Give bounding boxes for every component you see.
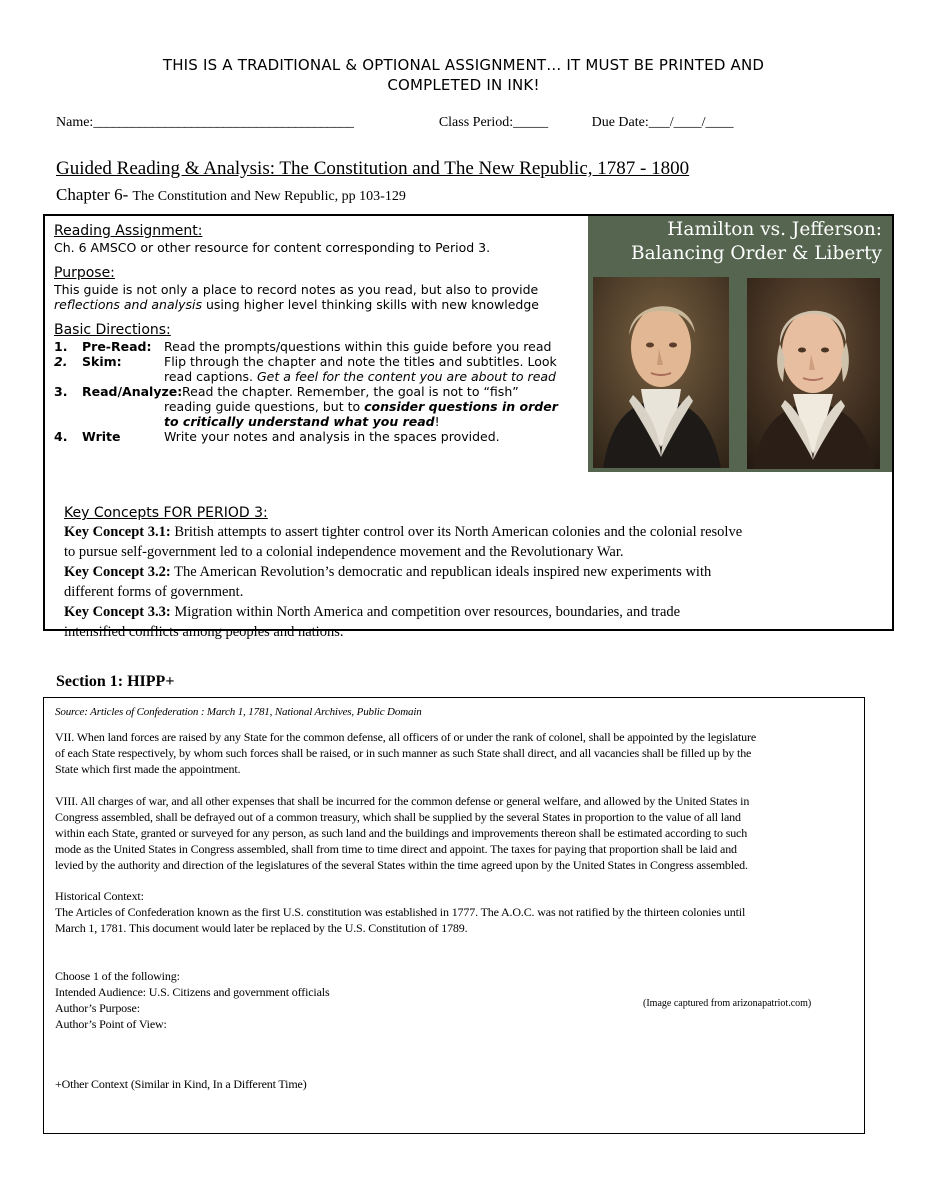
- direction-continuation-bold: consider questions in order: [364, 399, 558, 414]
- historical-context: [55, 888, 861, 936]
- key-concept-item: [64, 562, 894, 602]
- direction-continuation-end: !: [434, 414, 440, 429]
- key-concept-text: different forms of government.: [64, 584, 244, 600]
- direction-text: Flip through the chapter and note the titles and subtitles. Look: [164, 354, 557, 369]
- image-title-line-1: Hamilton vs. Jefferson:: [667, 219, 882, 240]
- key-concept-item: [64, 522, 894, 562]
- hipp-content: [55, 704, 861, 1092]
- due-date-field[interactable]: Due Date:___/____/____: [591, 115, 734, 130]
- article-eight: [55, 793, 861, 873]
- direction-continuation-text: read captions.: [164, 369, 257, 384]
- banner-line-1: THIS IS A TRADITIONAL & OPTIONAL ASSIGNMENT… IT MUST BE PRINTED AND: [162, 56, 765, 74]
- choose-instruction: Choose 1 of the following:: [55, 969, 180, 983]
- article-line: mode as the United States in Congress assembled, shall from time to time direct and appoint. The taxes for paying that proportion shall be laid and: [55, 842, 737, 856]
- key-concept-text: British attempts to assert tighter control over its North American colonies and the colonial resolve: [170, 524, 743, 540]
- key-concept-label: Key Concept 3.1:: [64, 524, 171, 540]
- chapter-label: Chapter 6-: [56, 185, 129, 204]
- purpose-line-2-rest: using higher level thinking skills with new knowledge: [202, 297, 539, 312]
- direction-continuation-text: reading guide questions, but to: [164, 399, 365, 414]
- hamilton-portrait: [593, 277, 729, 468]
- article-line: of each State respectively, by whom such forces shall be raised, or in such manner as such State shall direct, and all vacancies shall be filled up by the: [55, 746, 752, 760]
- direction-text: Read the prompts/questions within this guide before you read: [164, 339, 552, 354]
- key-concepts: [64, 504, 894, 642]
- direction-number: 3.: [54, 384, 68, 399]
- student-info-row: [56, 115, 876, 131]
- chapter-line: [56, 185, 406, 205]
- reading-heading: Reading Assignment:: [54, 223, 203, 239]
- section-title: Section 1: HIPP+: [56, 673, 175, 690]
- other-context[interactable]: +Other Context (Similar in Kind, In a Different Time): [55, 1077, 307, 1091]
- key-concepts-heading: Key Concepts FOR PERIOD 3:: [64, 505, 268, 521]
- direction-text: Write your notes and analysis in the spaces provided.: [164, 429, 500, 444]
- image-title-line-2: Balancing Order & Liberty: [631, 243, 882, 264]
- article-line: Congress assembled, shall be defrayed out of a common treasury, which shall be supplied by the several States in proportion to the value of all land: [55, 810, 741, 824]
- directions-heading: Basic Directions:: [54, 322, 171, 338]
- key-concept-label: Key Concept 3.2:: [64, 564, 171, 580]
- direction-number: 4.: [54, 429, 68, 444]
- context-line: The Articles of Confederation known as the first U.S. constitution was established in 1777. The A.O.C. was not ratified by the thirteen colonies until: [55, 905, 746, 919]
- direction-continuation-bold: to critically understand what you read: [164, 414, 435, 429]
- class-period-field[interactable]: Class Period:_____: [438, 115, 549, 130]
- image-credit: (Image captured from arizonapatriot.com): [643, 998, 812, 1009]
- source-citation: Source: Articles of Confederation : March 1, 1781, National Archives, Public Domain: [55, 706, 422, 718]
- hamilton-portrait-icon: [593, 277, 729, 468]
- hipp-box: [43, 697, 865, 1134]
- direction-continuation-italic: Get a feel for the content you are about to read: [257, 369, 556, 384]
- direction-label: Pre-Read:: [82, 339, 152, 354]
- article-line: levied by the authority and direction of the legislatures of the several States within the time agreed upon by the United States in Congress assembled.: [55, 858, 748, 872]
- direction-number: 2.: [54, 354, 68, 369]
- jefferson-portrait: [747, 278, 880, 469]
- name-label: Name:: [56, 115, 94, 130]
- key-concept-label: Key Concept 3.3:: [64, 604, 171, 620]
- guide-title: Guided Reading & Analysis: The Constitution and The New Republic, 1787 - 1800: [56, 158, 690, 179]
- article-line: State which first made the appointment.: [55, 762, 241, 776]
- key-concept-text: intensified conflicts among peoples and nations.: [64, 624, 344, 640]
- assignment-banner: [0, 55, 927, 95]
- purpose-line-1: This guide is not only a place to record notes as you read, but also to provide: [54, 282, 539, 297]
- direction-text: Read the chapter. Remember, the goal is not to “fish”: [182, 384, 519, 399]
- key-concept-text: Migration within North America and competition over resources, boundaries, and trade: [170, 604, 681, 620]
- chapter-subtitle: The Constitution and New Republic, pp 103-129: [132, 189, 406, 204]
- article-line: within each State, granted or surveyed for any person, as such land and the buildings and improvements thereon shall be estimated according to such: [55, 826, 748, 840]
- article-line: VIII. All charges of war, and all other expenses that shall be incurred for the common defense or general welfare, and allowed by the United States in: [55, 794, 750, 808]
- direction-label: Skim:: [82, 354, 122, 369]
- jefferson-portrait-icon: [747, 278, 880, 469]
- authors-point-of-view[interactable]: Author’s Point of View:: [55, 1017, 167, 1031]
- key-concept-text: The American Revolution’s democratic and republican ideals inspired new experiments with: [170, 564, 712, 580]
- key-concept-text: to pursue self-government led to a colonial independence movement and the Revolutionary War.: [64, 544, 624, 560]
- reading-text: Ch. 6 AMSCO or other resource for content corresponding to Period 3.: [54, 240, 491, 255]
- purpose-emphasis: reflections and analysis: [54, 297, 202, 312]
- context-line: March 1, 1781. This document would later be replaced by the U.S. Constitution of 1789.: [55, 921, 468, 935]
- historical-context-heading: Historical Context:: [55, 889, 144, 903]
- key-concept-item: [64, 602, 894, 642]
- direction-label: Read/Analyze:: [82, 384, 183, 399]
- authors-purpose[interactable]: Author’s Purpose:: [55, 1001, 140, 1015]
- purpose-heading: Purpose:: [54, 265, 115, 281]
- intended-audience[interactable]: Intended Audience: U.S. Citizens and government officials: [55, 985, 330, 999]
- direction-number: 1.: [54, 339, 68, 354]
- article-seven: [55, 729, 861, 777]
- article-line: VII. When land forces are raised by any State for the common defense, all officers of or under the rank of colonel, shall be appointed by the legislature: [55, 730, 757, 744]
- direction-label: Write: [82, 429, 121, 444]
- banner-line-2: COMPLETED IN INK!: [387, 76, 540, 94]
- name-blank[interactable]: ________________________________________: [93, 115, 354, 130]
